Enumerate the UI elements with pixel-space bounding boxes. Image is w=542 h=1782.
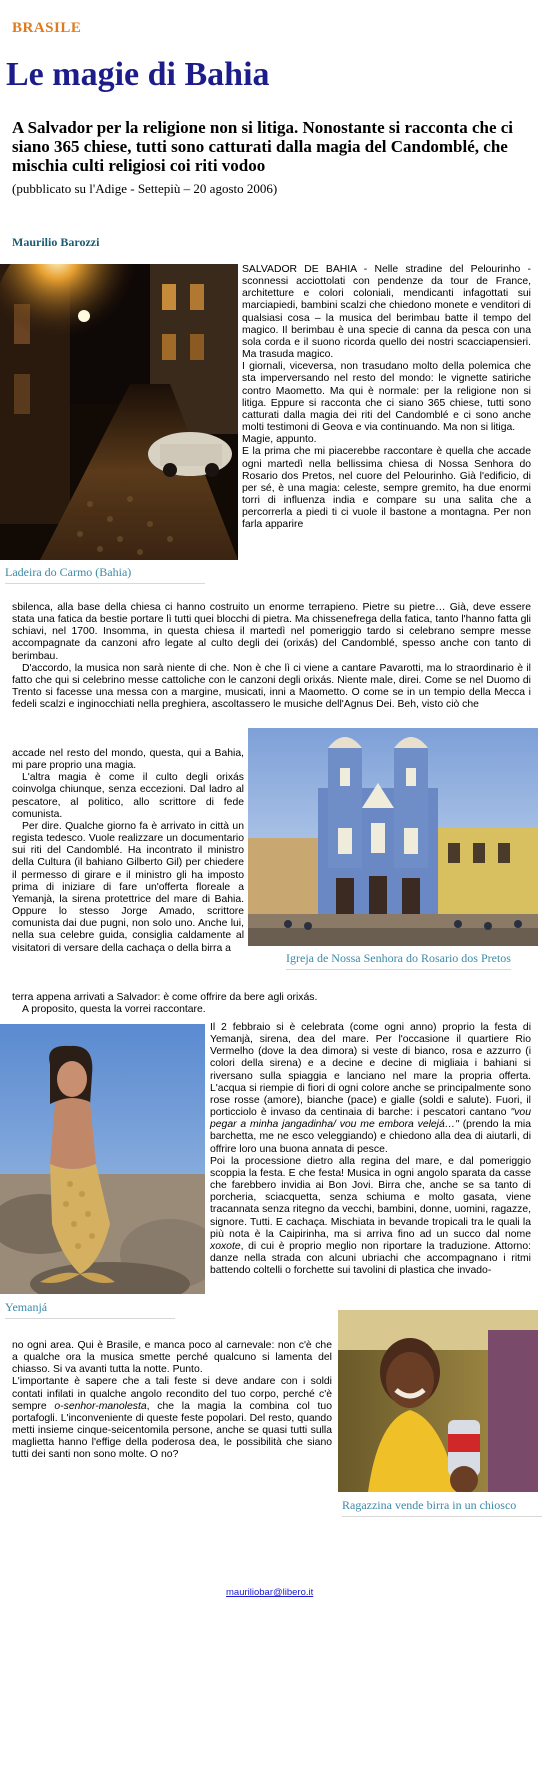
caption-church: Igreja de Nossa Senhora do Rosario dos Pretos: [286, 951, 511, 970]
paragraph: A proposito, questa la vorrei raccontare.: [22, 1004, 206, 1016]
paragraph: no ogni area. Qui è Brasile, e manca poco al carnevale: non c'è che a qualche ora la musica smette perché qualcuno si lamenta del chiasso. Si va avanti tutta la notte. Punto.: [12, 1340, 332, 1376]
publication-note: (pubblicato su l'Adige - Settepiù – 20 agosto 2006): [12, 181, 278, 196]
caption-ladeira-do-carmo: Ladeira do Carmo (Bahia): [5, 565, 205, 584]
paragraph-text: , di cui è proprio meglio non riportare la traduzione. Attorno: danze nella strada con alcuni ubriachi che accompagnano i ritmi battendo coltelli o forchette sui tavolini di plastica che invado-: [210, 1240, 531, 1277]
article-subtitle: A Salvador per la religione non si litiga. Nonostante si racconta che ci siano 365 chiese, tutti sono catturati dalla magia del Candomblé, che mischia culti religiosi coi riti vodoo: [12, 118, 514, 175]
photo-yemanja: [0, 1024, 205, 1294]
body-text-block-6: [12, 1340, 332, 1462]
paragraph: accade nel resto del mondo, questa, qui a Bahia, mi pare proprio una magia.: [12, 748, 244, 772]
paragraph: I giornali, viceversa, non trasudano molto della polemica che sta imperversando nel resto del mondo: le vignette satiriche contro Maometto. Ma qui è normale: per la religione non si litiga. Eppure si racconta che ci siano 365 chiese, tutti sono catturati dalla magia dei riti del Candomblé e ci sono anche molti testimoni di Geova e via continuando. Ma non si litiga.: [242, 361, 531, 434]
section-label: BRASILE: [12, 20, 82, 36]
body-text-block-2: [12, 602, 531, 711]
body-text-block-5: [210, 1022, 531, 1277]
paragraph: [210, 1156, 531, 1278]
body-text-block-3: [12, 748, 244, 955]
paragraph: [12, 1376, 332, 1461]
photo-church-rosario: [248, 728, 538, 946]
italic-term: xoxote: [210, 1240, 241, 1252]
author-email-link[interactable]: mauriliobar@libero.it: [226, 1587, 314, 1598]
body-text-block-1: [242, 264, 531, 531]
paragraph: Magie, appunto.: [242, 434, 317, 446]
article-title: Le magie di Bahia: [6, 56, 270, 93]
paragraph-text: (prendo la mia barchetta, me ne esco veleggiando) e chiedono alla dea di aiutarli, di offrire loro una buona annata di pesce.: [210, 1119, 532, 1155]
paragraph-text: , che la magia la combina col tuo portafogli. L'inconveniente di queste feste popolari. Del resto, quando metti insieme cinque-seicentomila persone, anche se quasi tutti sulla maglietta hanno l'effige della poderosa dea, le possibilità che siano tutti dei santi non sono molte. O no?: [12, 1400, 332, 1461]
paragraph: sbilenca, alla base della chiesa ci hanno costruito un enorme terrapieno. Pietre su pietre… Già, deve essere stata una fatica da bestie portare lì tutti quei blocchi di pietra. Ma chissenefrega della fatica, tanto l'hanno fatta gli schiavi, nel 1700. Insomma, in questa chiesa il martedì nel pomeriggio tardo si celebrano sempre messe accompagnate da canzoni afro legate al culto degli dei (orixás) del Candomblé, spesso anche con tanto di berimbau.: [12, 602, 531, 662]
author-byline: Maurilio Barozzi: [12, 235, 100, 249]
paragraph-text: Poi la processione dietro alla regina del mare, e dal pomeriggio scoppia la festa. E che festa! Musica in ogni angolo sparata da casse che farebbero invidia ai Bon Jovi. Birra che, anche se sa tanto di porcheria, sciacquetta, senza schiuma e molto gasata, viene tracannata senza ritegno da vecchi, bambini, donne, uomini, ragazze, signore. Tutti. E cachaça. Mischiata in bevande tropicali tra le quali la più nota è la Caipirinha, ma si arriva fino ad un succo dal nome: [210, 1155, 531, 1240]
song-quote: "vou pegar a minha jangadinha/ vou me embora velejá…": [210, 1107, 531, 1131]
paragraph: L'altra magia è come il culto degli orixás coinvolga chiunque, senza eccezioni. Dal ladro al pescatore, al politico, allo scrittore di fede comunista.: [12, 772, 244, 820]
paragraph: terra appena arrivati a Salvador: è come offrire da bere agli orixás.: [12, 992, 318, 1003]
photo-girl-beer: [338, 1310, 538, 1492]
paragraph: SALVADOR DE BAHIA - Nelle stradine del Pelourinho - sconnessi acciottolati con pendenze da tour de France, architetture e colori coloniali, mendicanti infagottati sui marciapiedi, bambini scalzi che chiedono monete e venditori di qualsiasi cosa – la musica del berimbau batte il tempo del magico. Il berimbau è una specie di canna da pesca con una sola corda e il suono ricorda quello dei nostri scacciapensieri. Ma trasuda magico.: [242, 264, 531, 361]
caption-girl-beer: Ragazzina vende birra in un chiosco: [342, 1498, 542, 1517]
photo-ladeira-do-carmo: [0, 264, 238, 560]
body-text-block-4: [12, 992, 531, 1016]
paragraph: Per dire. Qualche giorno fa è arrivato in città un regista tedesco. Vuole realizzare un documentario sui riti del Candomblé. Ha incontrato il ministro della Cultura (il bahiano Gilberto Gil) per chiedere il permesso di girare e il ministro gli ha imposto prima di iniziare di fare un'offerta floreale a Yemanjà, la sirena protettrice del mare di Bahia. Oppure lo stesso Jorge Amado, scrittore comunista dai due pugni, non solo uno. Anche lui, nella sua celebre guida, consiglia caldamente al visitatori di versare della cachaça o della birra a: [12, 820, 244, 954]
paragraph-text: Il 2 febbraio si è celebrata (come ogni anno) proprio la festa di Yemanjà, sirena, dea del mare. Per l'occasione il quartiere Rio Vermelho (dove la dea dimora) si veste di bianco, rosa e azzurro (i colori della sirena) e a decine e decine di migliaia i bahiani si riversano sulla spiaggia e lanciano nel mare la propria offerta. L'acqua si riempie di fiori di ogni colore anche se principalmente sono rose rosse (amore), bianche (pace) e gialle (soldi e salute). Fuori, il porticciolo è invaso da centinaia di barche: i pescatori cantano: [210, 1022, 531, 1119]
caption-yemanja: Yemanjá: [5, 1300, 175, 1319]
paragraph-text: L'importante è sapere che a tali feste si deve andare con i soldi contati infilati in qualche angolo recondito del tuo corpo, perché c'è sempre: [12, 1376, 332, 1412]
italic-term: o-senhor-manolesta: [54, 1400, 147, 1412]
paragraph: E la prima che mi piacerebbe raccontare è quella che accade ogni martedì nella bellissima chiesa di Nossa Senhora do Rosario dos Pretos, nel cuore del Pelourinho. Già l'edificio, di per sé, è una magia: celeste, sempre gremito, ha due enormi torri di influenza india e compare su una salita che a percorrerla a piedi ti ci vuole il bastone a montagna. Per non farla apparire: [242, 446, 531, 531]
paragraph: [210, 1022, 531, 1156]
paragraph: D'accordo, la musica non sarà niente di che. Non è che lì ci viene a cantare Pavarotti, ma lo straordinario è il fatto che qui si celebrino messe cattoliche con le canzoni degli orixás. Niente male, direi. Come se nel Duomo di Trento si facesse una messa con a margine, musicati, inni a Maometto. O come se in un tempio della Mecca i fedeli scalzi e inginocchiati nella preghiera, ascoltassero le musiche dell'Agnus Dei. Beh, visto ciò che: [12, 662, 531, 711]
